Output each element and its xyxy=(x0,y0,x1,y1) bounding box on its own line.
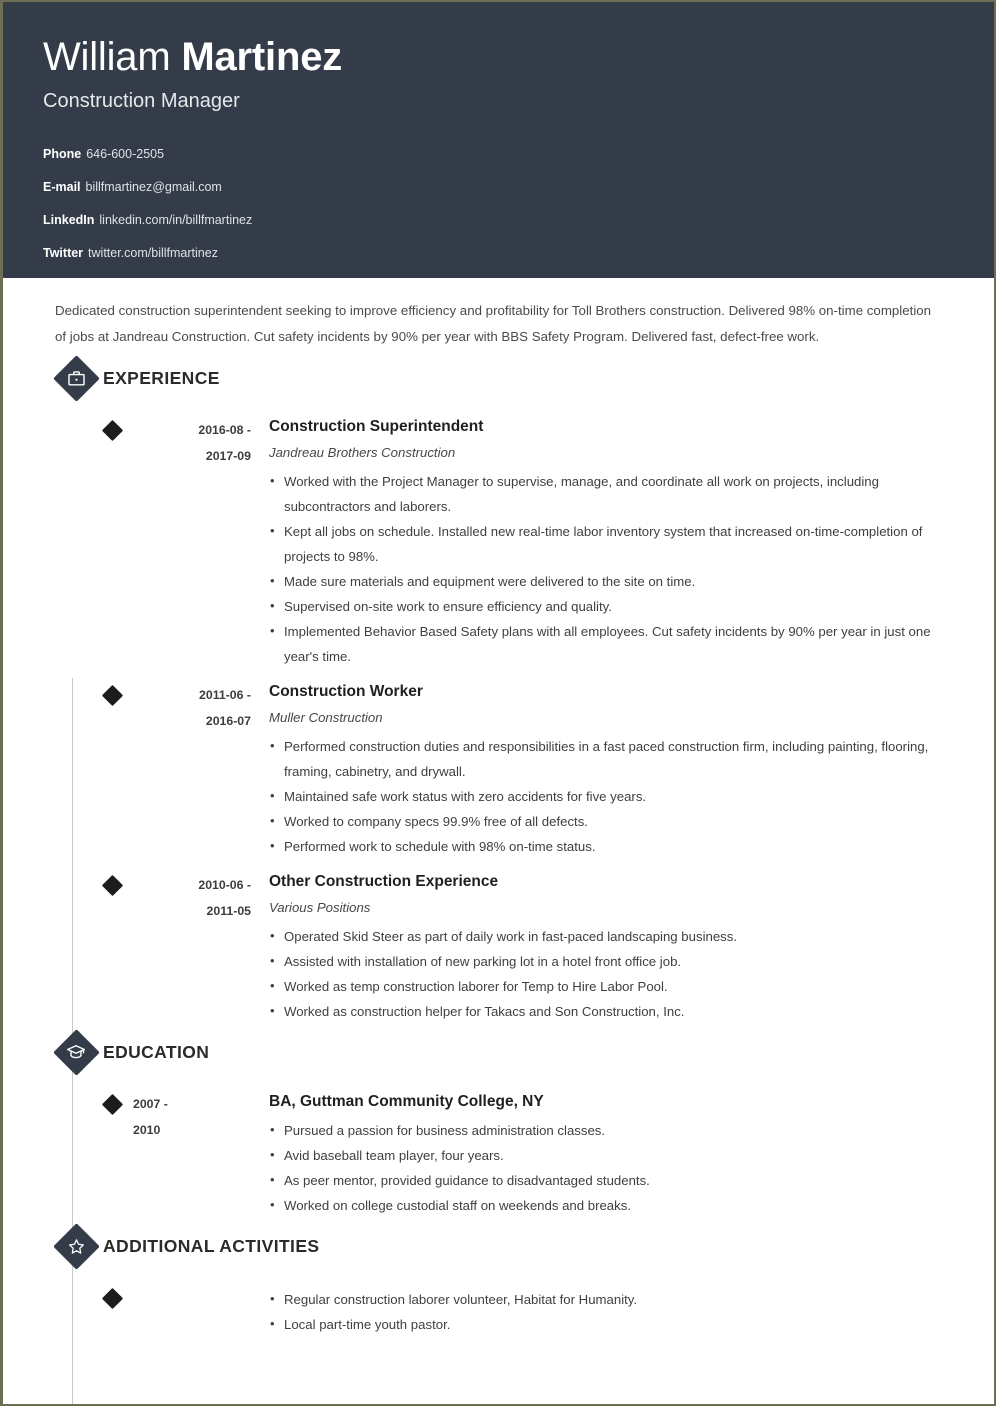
contact-list xyxy=(43,138,954,270)
list-item: • Performed work to schedule with 98% on-time status. xyxy=(269,834,954,859)
timeline-diamond-marker xyxy=(102,1288,123,1309)
education-entry xyxy=(43,1088,954,1218)
list-item: • Kept all jobs on schedule. Installed new real-time labor inventory system that increased on-time-completion of projects to 98%. xyxy=(269,519,954,569)
entry-organization: Muller Construction xyxy=(269,710,383,725)
entry-content xyxy=(261,679,954,859)
timeline-diamond-marker xyxy=(102,685,123,706)
timeline-diamond-marker xyxy=(102,420,123,441)
list-item: • Performed construction duties and responsibilities in a fast paced construction firm, including painting, flooring, framing, cabinetry, and drywall. xyxy=(269,734,954,784)
entry-date-start: 2016-08 - xyxy=(198,423,251,437)
section-header-activities xyxy=(43,1218,954,1274)
timeline-diamond-marker xyxy=(102,1094,123,1115)
list-item: • Worked to company specs 99.9% free of all defects. xyxy=(269,809,954,834)
section-education xyxy=(43,1024,954,1218)
list-item: • Worked on college custodial staff on weekends and breaks. xyxy=(269,1193,954,1218)
summary-paragraph: Dedicated construction superintendent seeking to improve efficiency and profitability for Toll Brothers construction. Delivered 98% on-time completion of jobs at Jandreau Construction. Cut safety incidents by 90% per year with BBS Safety Program. Delivered fast, defect-free work. xyxy=(55,303,932,344)
entry-content xyxy=(261,1282,954,1337)
entry-date-range xyxy=(133,869,261,1024)
entry-bullet-list xyxy=(269,469,954,669)
entry-job-title: Construction Worker xyxy=(269,683,423,700)
list-item: • Made sure materials and equipment were delivered to the site on time. xyxy=(269,569,954,594)
entry-content xyxy=(261,1088,954,1218)
section-additional-activities xyxy=(43,1218,954,1337)
entry-date-end: 2016-07 xyxy=(205,714,251,728)
list-item: • Worked as construction helper for Takacs and Son Construction, Inc. xyxy=(269,999,954,1024)
entry-organization: Jandreau Brothers Construction xyxy=(269,445,456,460)
section-header-experience xyxy=(43,350,954,406)
contact-label-twitter: Twitter xyxy=(43,246,84,260)
section-experience xyxy=(43,350,954,1024)
section-header-education xyxy=(43,1024,954,1080)
entry-bullet-list xyxy=(269,1118,954,1218)
entry-date-end: 2010 xyxy=(133,1123,161,1137)
list-item: • Implemented Behavior Based Safety plans with all employees. Cut safety incidents by 90% per year in just one year's time. xyxy=(269,619,954,669)
entry-date-end: 2017-09 xyxy=(205,449,251,463)
contact-row-twitter xyxy=(43,237,954,270)
entry-date-start: 2010-06 - xyxy=(198,878,251,892)
entry-date-end: 2011-05 xyxy=(206,904,251,918)
section-title-education: EDUCATION xyxy=(103,1041,210,1062)
contact-row-linkedin xyxy=(43,204,954,237)
experience-entry xyxy=(43,414,954,669)
entry-date-range xyxy=(133,679,261,859)
contact-row-email xyxy=(43,171,954,204)
list-item: • Pursued a passion for business administration classes. xyxy=(269,1118,954,1143)
entry-date-range xyxy=(133,414,261,669)
contact-value-phone[interactable]: 646-600-2505 xyxy=(86,147,165,161)
resume-header xyxy=(3,2,994,278)
entry-job-title: Other Construction Experience xyxy=(269,873,499,890)
contact-label-linkedin: LinkedIn xyxy=(43,213,95,227)
entry-job-title: Construction Superintendent xyxy=(269,418,484,435)
contact-label-phone: Phone xyxy=(43,147,82,161)
list-item: • Maintained safe work status with zero accidents for five years. xyxy=(269,784,954,809)
entry-organization: Various Positions xyxy=(269,900,371,915)
last-name: Martinez xyxy=(181,35,343,79)
entry-bullet-list xyxy=(269,734,954,859)
briefcase-icon xyxy=(53,355,99,401)
contact-row-phone xyxy=(43,138,954,171)
contact-value-linkedin[interactable]: linkedin.com/in/billfmartinez xyxy=(99,213,253,227)
entry-date-start: 2011-06 - xyxy=(199,688,251,702)
activities-entry xyxy=(43,1282,954,1337)
contact-value-email[interactable]: billfmartinez@gmail.com xyxy=(85,180,222,194)
list-item: • Worked as temp construction laborer for Temp to Hire Labor Pool. xyxy=(269,974,954,999)
entry-date-start: 2007 - xyxy=(133,1097,168,1111)
contact-label-email: E-mail xyxy=(43,180,81,194)
star-icon xyxy=(53,1223,99,1269)
graduation-cap-icon xyxy=(53,1029,99,1075)
entry-bullet-list xyxy=(269,1287,954,1337)
list-item: • Regular construction laborer volunteer, Habitat for Humanity. xyxy=(269,1287,954,1312)
contact-value-twitter[interactable]: twitter.com/billfmartinez xyxy=(88,246,218,260)
section-title-experience: EXPERIENCE xyxy=(103,367,220,388)
page-title xyxy=(43,32,954,82)
list-item: • Worked with the Project Manager to supervise, manage, and coordinate all work on projects, including subcontractors and laborers. xyxy=(269,469,954,519)
list-item: • Local part-time youth pastor. xyxy=(269,1312,954,1337)
entry-date-range xyxy=(133,1088,261,1218)
entry-degree-title: BA, Guttman Community College, NY xyxy=(269,1093,544,1110)
entry-content xyxy=(261,414,954,669)
list-item: • Avid baseball team player, four years. xyxy=(269,1143,954,1168)
experience-entry xyxy=(43,679,954,859)
first-name: William xyxy=(43,35,171,79)
job-title: Construction Manager xyxy=(43,90,240,112)
section-title-activities: ADDITIONAL ACTIVITIES xyxy=(103,1235,320,1256)
list-item: • Operated Skid Steer as part of daily work in fast-paced landscaping business. xyxy=(269,924,954,949)
list-item: • As peer mentor, provided guidance to disadvantaged students. xyxy=(269,1168,954,1193)
experience-entry xyxy=(43,869,954,1024)
entry-content xyxy=(261,869,954,1024)
entry-bullet-list xyxy=(269,924,954,1024)
list-item: • Supervised on-site work to ensure efficiency and quality. xyxy=(269,594,954,619)
resume-body xyxy=(3,278,994,1337)
list-item: • Assisted with installation of new parking lot in a hotel front office job. xyxy=(269,949,954,974)
timeline-diamond-marker xyxy=(102,875,123,896)
